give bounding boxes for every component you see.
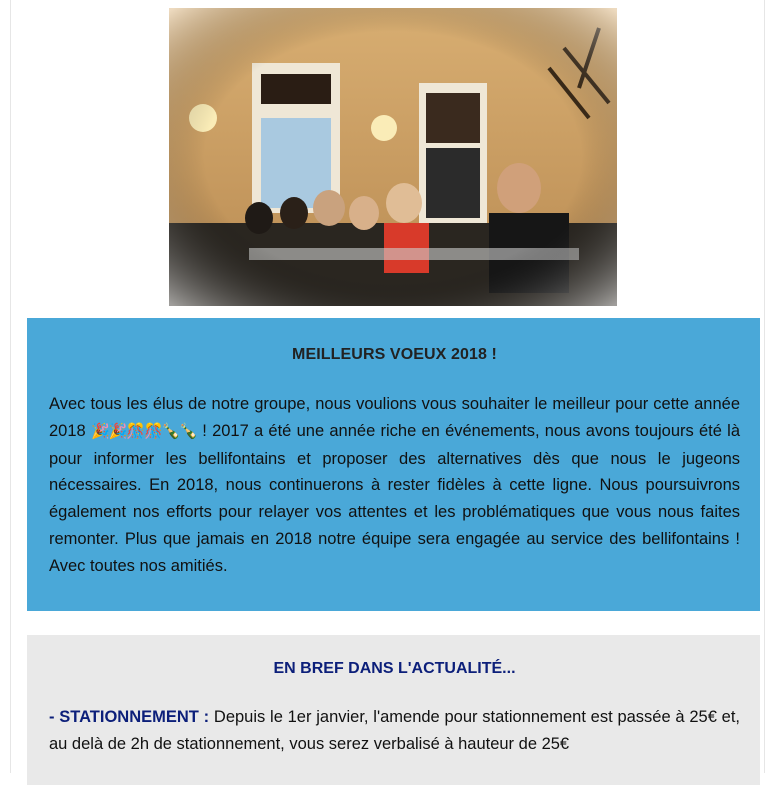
news-item <box>49 704 740 758</box>
wishes-card <box>27 318 760 611</box>
left-border <box>10 0 11 773</box>
wishes-text-start: Avec tous les élus de notre groupe, nous voulions vous souhaiter le meilleur pour cette année 2018 <box>49 395 740 440</box>
wishes-title: MEILLEURS VOEUX 2018 ! <box>292 346 497 363</box>
news-item-text: Depuis le 1er janvier, l'amende pour stationnement est passée à 25€ et, au delà de 2h de stationnement, vous serez verbalisé à hauteur de 25€ <box>49 708 740 753</box>
news-item-lead: - STATIONNEMENT : <box>49 708 210 726</box>
right-border <box>764 0 765 773</box>
celebration-icons: 🎉🎉🎊🎊🍾🍾 <box>90 422 198 440</box>
wishes-body <box>49 391 740 580</box>
council-meeting-photo <box>169 8 617 306</box>
wishes-text-end: ! 2017 a été une année riche en événements, nous avons toujours été là pour informer les bellifontains et proposer des alternatives dès que nous le jugeons nécessaires. En 2018, nous continuerons à rester fidèles à cette ligne. Nous poursuivrons également nos efforts pour relayer vos attentes et les problématiques que vous nous faites remonter. Plus que jamais en 2018 notre équipe sera engagée au service des bellifontains ! Avec toutes nos amitiés. <box>49 421 741 575</box>
news-title: EN BREF DANS L'ACTUALITÉ... <box>273 660 516 677</box>
news-card <box>27 635 760 785</box>
